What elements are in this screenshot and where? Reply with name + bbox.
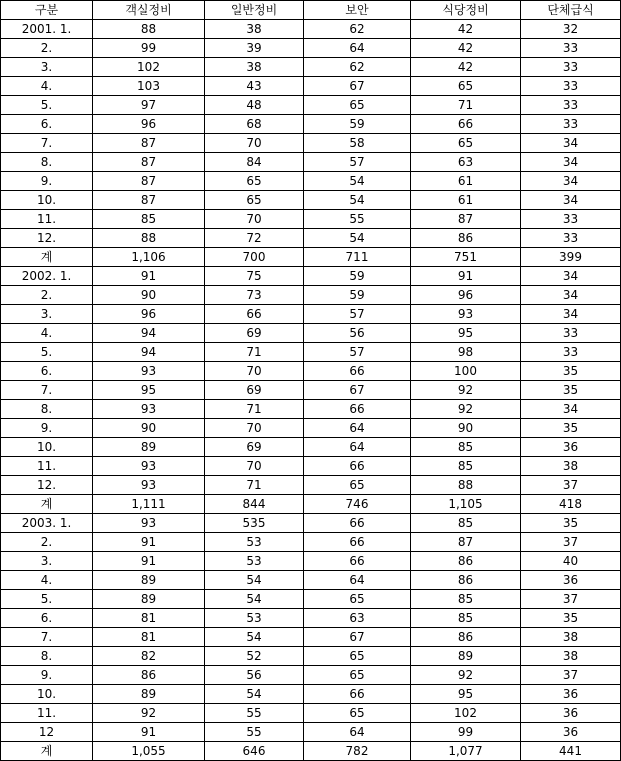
security-cell: 59: [304, 115, 411, 134]
restaurant-maintenance-cell: 1,105: [411, 495, 521, 514]
room-maintenance-cell: 89: [93, 438, 205, 457]
group-catering-cell: 441: [521, 742, 621, 761]
group-catering-cell: 33: [521, 229, 621, 248]
total-row: [1, 248, 621, 267]
period-cell: 8.: [1, 153, 93, 172]
table-row: [1, 362, 621, 381]
general-maintenance-cell: 70: [205, 134, 304, 153]
period-cell: 2.: [1, 286, 93, 305]
security-cell: 56: [304, 324, 411, 343]
general-maintenance-cell: 56: [205, 666, 304, 685]
room-maintenance-cell: 93: [93, 457, 205, 476]
restaurant-maintenance-cell: 99: [411, 723, 521, 742]
room-maintenance-cell: 93: [93, 362, 205, 381]
general-maintenance-cell: 54: [205, 628, 304, 647]
room-maintenance-cell: 90: [93, 419, 205, 438]
general-maintenance-cell: 69: [205, 324, 304, 343]
room-maintenance-cell: 103: [93, 77, 205, 96]
room-maintenance-cell: 91: [93, 552, 205, 571]
security-cell: 59: [304, 267, 411, 286]
group-catering-cell: 33: [521, 324, 621, 343]
group-catering-cell: 33: [521, 210, 621, 229]
general-maintenance-cell: 71: [205, 476, 304, 495]
room-maintenance-cell: 93: [93, 476, 205, 495]
group-catering-cell: 33: [521, 39, 621, 58]
group-catering-cell: 35: [521, 419, 621, 438]
general-maintenance-cell: 69: [205, 381, 304, 400]
restaurant-maintenance-cell: 92: [411, 400, 521, 419]
group-catering-cell: 33: [521, 115, 621, 134]
period-cell: 3.: [1, 552, 93, 571]
restaurant-maintenance-cell: 65: [411, 77, 521, 96]
period-cell: 2.: [1, 533, 93, 552]
restaurant-maintenance-cell: 91: [411, 267, 521, 286]
room-maintenance-cell: 91: [93, 533, 205, 552]
group-catering-cell: 37: [521, 476, 621, 495]
restaurant-maintenance-cell: 85: [411, 514, 521, 533]
security-cell: 65: [304, 96, 411, 115]
general-maintenance-cell: 48: [205, 96, 304, 115]
group-catering-cell: 36: [521, 704, 621, 723]
table-row: [1, 381, 621, 400]
period-cell: 7.: [1, 381, 93, 400]
security-cell: 66: [304, 533, 411, 552]
restaurant-maintenance-cell: 92: [411, 381, 521, 400]
security-cell: 54: [304, 172, 411, 191]
room-maintenance-cell: 82: [93, 647, 205, 666]
period-cell: 2.: [1, 39, 93, 58]
table-row: [1, 571, 621, 590]
group-catering-cell: 37: [521, 666, 621, 685]
period-cell: 4.: [1, 324, 93, 343]
table-row: [1, 438, 621, 457]
header-security: 보안: [304, 1, 411, 20]
general-maintenance-cell: 84: [205, 153, 304, 172]
restaurant-maintenance-cell: 71: [411, 96, 521, 115]
general-maintenance-cell: 70: [205, 419, 304, 438]
general-maintenance-cell: 55: [205, 704, 304, 723]
period-cell: 8.: [1, 647, 93, 666]
restaurant-maintenance-cell: 88: [411, 476, 521, 495]
room-maintenance-cell: 81: [93, 628, 205, 647]
group-catering-cell: 36: [521, 571, 621, 590]
general-maintenance-cell: 54: [205, 685, 304, 704]
security-cell: 64: [304, 438, 411, 457]
room-maintenance-cell: 81: [93, 609, 205, 628]
period-cell: 12: [1, 723, 93, 742]
period-cell: 2001. 1.: [1, 20, 93, 39]
general-maintenance-cell: 53: [205, 533, 304, 552]
period-cell: 9.: [1, 172, 93, 191]
room-maintenance-cell: 1,055: [93, 742, 205, 761]
table-row: [1, 58, 621, 77]
restaurant-maintenance-cell: 85: [411, 438, 521, 457]
restaurant-maintenance-cell: 96: [411, 286, 521, 305]
restaurant-maintenance-cell: 63: [411, 153, 521, 172]
table-row: [1, 305, 621, 324]
group-catering-cell: 36: [521, 685, 621, 704]
period-cell: 5.: [1, 343, 93, 362]
table-row: [1, 229, 621, 248]
table-row: [1, 723, 621, 742]
room-maintenance-cell: 91: [93, 267, 205, 286]
security-cell: 65: [304, 666, 411, 685]
group-catering-cell: 35: [521, 514, 621, 533]
security-cell: 66: [304, 514, 411, 533]
restaurant-maintenance-cell: 85: [411, 590, 521, 609]
room-maintenance-cell: 89: [93, 571, 205, 590]
security-cell: 64: [304, 419, 411, 438]
group-catering-cell: 38: [521, 647, 621, 666]
period-cell: 6.: [1, 609, 93, 628]
period-cell: 4.: [1, 571, 93, 590]
security-cell: 67: [304, 77, 411, 96]
group-catering-cell: 37: [521, 533, 621, 552]
security-cell: 65: [304, 647, 411, 666]
table-row: [1, 666, 621, 685]
group-catering-cell: 33: [521, 96, 621, 115]
group-catering-cell: 33: [521, 58, 621, 77]
period-cell: 6.: [1, 115, 93, 134]
period-cell: 계: [1, 495, 93, 514]
header-period: 구분: [1, 1, 93, 20]
room-maintenance-cell: 88: [93, 20, 205, 39]
table-row: [1, 400, 621, 419]
general-maintenance-cell: 73: [205, 286, 304, 305]
general-maintenance-cell: 71: [205, 400, 304, 419]
general-maintenance-cell: 69: [205, 438, 304, 457]
header-group-catering: 단체급식: [521, 1, 621, 20]
security-cell: 711: [304, 248, 411, 267]
header-general-maintenance: 일반정비: [205, 1, 304, 20]
group-catering-cell: 35: [521, 362, 621, 381]
restaurant-maintenance-cell: 89: [411, 647, 521, 666]
group-catering-cell: 34: [521, 191, 621, 210]
period-cell: 11.: [1, 704, 93, 723]
security-cell: 64: [304, 571, 411, 590]
security-cell: 746: [304, 495, 411, 514]
room-maintenance-cell: 89: [93, 685, 205, 704]
general-maintenance-cell: 66: [205, 305, 304, 324]
period-cell: 2002. 1.: [1, 267, 93, 286]
restaurant-maintenance-cell: 100: [411, 362, 521, 381]
security-cell: 67: [304, 628, 411, 647]
table-row: [1, 628, 621, 647]
period-cell: 2003. 1.: [1, 514, 93, 533]
security-cell: 54: [304, 229, 411, 248]
table-row: [1, 20, 621, 39]
restaurant-maintenance-cell: 86: [411, 628, 521, 647]
security-cell: 64: [304, 39, 411, 58]
period-cell: 3.: [1, 305, 93, 324]
table-row: [1, 96, 621, 115]
group-catering-cell: 33: [521, 77, 621, 96]
group-catering-cell: 40: [521, 552, 621, 571]
group-catering-cell: 35: [521, 381, 621, 400]
room-maintenance-cell: 88: [93, 229, 205, 248]
period-cell: 10.: [1, 685, 93, 704]
table-row: [1, 77, 621, 96]
security-cell: 66: [304, 685, 411, 704]
period-cell: 7.: [1, 628, 93, 647]
general-maintenance-cell: 39: [205, 39, 304, 58]
restaurant-maintenance-cell: 86: [411, 571, 521, 590]
general-maintenance-cell: 55: [205, 723, 304, 742]
period-cell: 6.: [1, 362, 93, 381]
room-maintenance-cell: 94: [93, 324, 205, 343]
general-maintenance-cell: 646: [205, 742, 304, 761]
general-maintenance-cell: 70: [205, 362, 304, 381]
room-maintenance-cell: 96: [93, 305, 205, 324]
room-maintenance-cell: 85: [93, 210, 205, 229]
table-row: [1, 609, 621, 628]
period-cell: 4.: [1, 77, 93, 96]
room-maintenance-cell: 95: [93, 381, 205, 400]
group-catering-cell: 34: [521, 286, 621, 305]
group-catering-cell: 33: [521, 343, 621, 362]
restaurant-maintenance-cell: 87: [411, 210, 521, 229]
restaurant-maintenance-cell: 92: [411, 666, 521, 685]
table-row: [1, 191, 621, 210]
room-maintenance-cell: 94: [93, 343, 205, 362]
security-cell: 54: [304, 191, 411, 210]
general-maintenance-cell: 53: [205, 552, 304, 571]
table-row: [1, 115, 621, 134]
group-catering-cell: 36: [521, 723, 621, 742]
room-maintenance-cell: 91: [93, 723, 205, 742]
period-cell: 8.: [1, 400, 93, 419]
table-row: [1, 153, 621, 172]
total-row: [1, 742, 621, 761]
room-maintenance-cell: 89: [93, 590, 205, 609]
room-maintenance-cell: 87: [93, 172, 205, 191]
general-maintenance-cell: 43: [205, 77, 304, 96]
restaurant-maintenance-cell: 42: [411, 58, 521, 77]
room-maintenance-cell: 1,106: [93, 248, 205, 267]
period-cell: 11.: [1, 210, 93, 229]
general-maintenance-cell: 53: [205, 609, 304, 628]
group-catering-cell: 34: [521, 172, 621, 191]
period-cell: 12.: [1, 476, 93, 495]
security-cell: 62: [304, 58, 411, 77]
security-cell: 57: [304, 153, 411, 172]
general-maintenance-cell: 700: [205, 248, 304, 267]
table-row: [1, 552, 621, 571]
general-maintenance-cell: 54: [205, 590, 304, 609]
security-cell: 65: [304, 590, 411, 609]
total-row: [1, 495, 621, 514]
general-maintenance-cell: 71: [205, 343, 304, 362]
table-row: [1, 457, 621, 476]
general-maintenance-cell: 65: [205, 172, 304, 191]
restaurant-maintenance-cell: 65: [411, 134, 521, 153]
table-row: [1, 267, 621, 286]
security-cell: 55: [304, 210, 411, 229]
group-catering-cell: 36: [521, 438, 621, 457]
restaurant-maintenance-cell: 61: [411, 191, 521, 210]
period-cell: 3.: [1, 58, 93, 77]
header-restaurant-maintenance: 식당정비: [411, 1, 521, 20]
general-maintenance-cell: 72: [205, 229, 304, 248]
table-row: [1, 210, 621, 229]
group-catering-cell: 418: [521, 495, 621, 514]
table-row: [1, 172, 621, 191]
restaurant-maintenance-cell: 61: [411, 172, 521, 191]
restaurant-maintenance-cell: 93: [411, 305, 521, 324]
security-cell: 62: [304, 20, 411, 39]
table-row: [1, 685, 621, 704]
table-row: [1, 533, 621, 552]
room-maintenance-cell: 96: [93, 115, 205, 134]
room-maintenance-cell: 87: [93, 191, 205, 210]
security-cell: 66: [304, 457, 411, 476]
period-cell: 5.: [1, 96, 93, 115]
restaurant-maintenance-cell: 751: [411, 248, 521, 267]
security-cell: 65: [304, 704, 411, 723]
general-maintenance-cell: 38: [205, 20, 304, 39]
period-cell: 12.: [1, 229, 93, 248]
table-row: [1, 476, 621, 495]
group-catering-cell: 34: [521, 305, 621, 324]
group-catering-cell: 32: [521, 20, 621, 39]
table-body: [1, 20, 621, 761]
restaurant-maintenance-cell: 87: [411, 533, 521, 552]
group-catering-cell: 399: [521, 248, 621, 267]
period-cell: 9.: [1, 666, 93, 685]
period-cell: 11.: [1, 457, 93, 476]
period-cell: 7.: [1, 134, 93, 153]
restaurant-maintenance-cell: 85: [411, 457, 521, 476]
table-row: [1, 343, 621, 362]
general-maintenance-cell: 75: [205, 267, 304, 286]
security-cell: 66: [304, 362, 411, 381]
restaurant-maintenance-cell: 95: [411, 685, 521, 704]
security-cell: 66: [304, 400, 411, 419]
general-maintenance-cell: 844: [205, 495, 304, 514]
group-catering-cell: 37: [521, 590, 621, 609]
room-maintenance-cell: 1,111: [93, 495, 205, 514]
security-cell: 64: [304, 723, 411, 742]
room-maintenance-cell: 93: [93, 400, 205, 419]
room-maintenance-cell: 87: [93, 153, 205, 172]
room-maintenance-cell: 86: [93, 666, 205, 685]
security-cell: 782: [304, 742, 411, 761]
period-cell: 10.: [1, 191, 93, 210]
security-cell: 67: [304, 381, 411, 400]
group-catering-cell: 38: [521, 457, 621, 476]
room-maintenance-cell: 92: [93, 704, 205, 723]
security-cell: 66: [304, 552, 411, 571]
room-maintenance-cell: 90: [93, 286, 205, 305]
security-cell: 59: [304, 286, 411, 305]
general-maintenance-cell: 535: [205, 514, 304, 533]
period-cell: 5.: [1, 590, 93, 609]
restaurant-maintenance-cell: 42: [411, 39, 521, 58]
security-cell: 65: [304, 476, 411, 495]
general-maintenance-cell: 65: [205, 191, 304, 210]
table-row: [1, 134, 621, 153]
group-catering-cell: 35: [521, 609, 621, 628]
header-row: [1, 1, 621, 20]
room-maintenance-cell: 97: [93, 96, 205, 115]
restaurant-maintenance-cell: 95: [411, 324, 521, 343]
restaurant-maintenance-cell: 86: [411, 229, 521, 248]
table-row: [1, 419, 621, 438]
security-cell: 58: [304, 134, 411, 153]
general-maintenance-cell: 52: [205, 647, 304, 666]
table-row: [1, 39, 621, 58]
room-maintenance-cell: 102: [93, 58, 205, 77]
period-cell: 10.: [1, 438, 93, 457]
table-row: [1, 324, 621, 343]
table-row: [1, 286, 621, 305]
restaurant-maintenance-cell: 85: [411, 609, 521, 628]
group-catering-cell: 38: [521, 628, 621, 647]
general-maintenance-cell: 54: [205, 571, 304, 590]
room-maintenance-cell: 99: [93, 39, 205, 58]
restaurant-maintenance-cell: 42: [411, 20, 521, 39]
group-catering-cell: 34: [521, 134, 621, 153]
table-row: [1, 647, 621, 666]
restaurant-maintenance-cell: 98: [411, 343, 521, 362]
group-catering-cell: 34: [521, 400, 621, 419]
security-cell: 63: [304, 609, 411, 628]
room-maintenance-cell: 93: [93, 514, 205, 533]
security-cell: 57: [304, 343, 411, 362]
restaurant-maintenance-cell: 66: [411, 115, 521, 134]
general-maintenance-cell: 38: [205, 58, 304, 77]
security-cell: 57: [304, 305, 411, 324]
group-catering-cell: 34: [521, 153, 621, 172]
period-cell: 계: [1, 742, 93, 761]
period-cell: 계: [1, 248, 93, 267]
table-row: [1, 514, 621, 533]
group-catering-cell: 34: [521, 267, 621, 286]
restaurant-maintenance-cell: 86: [411, 552, 521, 571]
restaurant-maintenance-cell: 1,077: [411, 742, 521, 761]
restaurant-maintenance-cell: 102: [411, 704, 521, 723]
table-row: [1, 704, 621, 723]
general-maintenance-cell: 68: [205, 115, 304, 134]
general-maintenance-cell: 70: [205, 210, 304, 229]
header-room-maintenance: 객실정비: [93, 1, 205, 20]
room-maintenance-cell: 87: [93, 134, 205, 153]
period-cell: 9.: [1, 419, 93, 438]
restaurant-maintenance-cell: 90: [411, 419, 521, 438]
table-row: [1, 590, 621, 609]
general-maintenance-cell: 70: [205, 457, 304, 476]
